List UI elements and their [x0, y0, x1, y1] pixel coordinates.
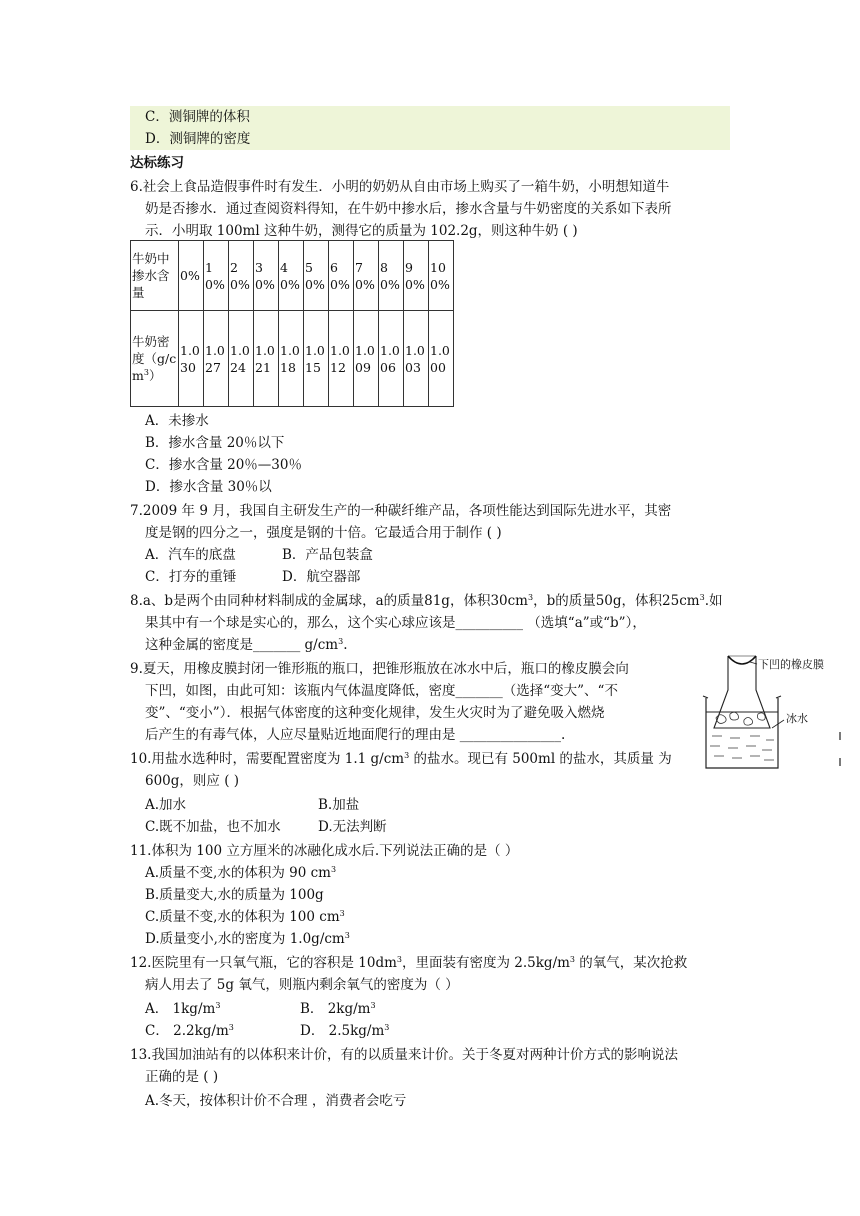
- q6-line-2: 奶是否掺水．通过查阅资料得知，在牛奶中掺水后，掺水含量与牛奶密度的关系如下表所: [145, 201, 672, 217]
- q6-line-3: 示．小明取 100ml 这种牛奶，测得它的质量为 102.2g，则这种牛奶 ( ): [145, 223, 578, 239]
- q9-line-3: 变”、“变小”）．根据气体密度的这种变化规律，发生火灾时为了避免吸入燃烧: [145, 705, 605, 721]
- q11-option-a: A.质量不变,水的体积为 90 $cm^3$: [145, 865, 337, 881]
- q12-option-a: A． $1kg/m^3$: [145, 1001, 221, 1017]
- table-cell: 1.012: [329, 311, 354, 407]
- q12-option-b: B． $2kg/m^3$: [300, 1001, 376, 1017]
- q13-line-2: 正确的是 ( ): [145, 1069, 219, 1085]
- table-cell: 100%: [429, 241, 454, 311]
- flask-in-ice-water-figure: [700, 650, 850, 770]
- table-cell: 1.015: [304, 311, 329, 407]
- table-cell: 1.009: [354, 311, 379, 407]
- q7-option-b: B．产品包装盒: [282, 547, 373, 563]
- membrane-label: 下凹的橡皮膜: [758, 658, 824, 671]
- q10-line-2: 600g，则应 ( ): [145, 773, 240, 789]
- q10-option-c: C.既不加盐，也不加水: [145, 819, 281, 835]
- q12-option-d: D． $2.5kg/m^3$: [300, 1023, 390, 1039]
- milk-density-table: [130, 240, 454, 407]
- q10-option-b: B.加盐: [318, 797, 360, 813]
- q11-option-c: C.质量不变,水的体积为 100 $cm^3$: [145, 909, 345, 925]
- q6-option-d: D．掺水含量 30％以: [145, 479, 272, 495]
- q6-option-b: B．掺水含量 20％以下: [145, 435, 285, 451]
- q11-option-b: B.质量变大,水的质量为 100g: [145, 887, 324, 903]
- table-cell: 1.021: [254, 311, 279, 407]
- table-cell: 20%: [229, 241, 254, 311]
- table-cell: 0%: [179, 241, 204, 311]
- table-cell: 1.018: [279, 311, 304, 407]
- table-header-cell: 牛奶中掺水含量: [131, 241, 179, 311]
- table-cell: 80%: [379, 241, 404, 311]
- table-cell: 1.000: [429, 311, 454, 407]
- table-cell: 30%: [254, 241, 279, 311]
- q7-option-d: D．航空器部: [282, 569, 361, 585]
- option-c-text: C．测铜牌的体积: [145, 109, 250, 125]
- table-cell: 1.027: [204, 311, 229, 407]
- q7-line-2: 度是钢的四分之一，强度是钢的十倍。它最适合用于制作 ( ): [145, 525, 502, 541]
- q10-option-a: A.加水: [145, 797, 187, 813]
- table-cell: 90%: [404, 241, 429, 311]
- q13-option-a: A.冬天，按体积计价不合理 ，消费者会吃亏: [145, 1093, 407, 1109]
- q7-option-a: A．汽车的底盘: [145, 547, 236, 563]
- table-cell: 10%: [204, 241, 229, 311]
- section-title: 达标练习: [130, 155, 184, 171]
- q6-line-1: 6.社会上食品造假事件时有发生．小明的奶奶从自由市场上购买了一箱牛奶，小明想知道牛: [130, 179, 670, 195]
- q9-line-4: 后产生的有毒气体，人应尽量贴近地面爬行的理由是 _______________.: [145, 727, 566, 743]
- table-row-water-content: [131, 241, 454, 311]
- q12-line-2: 病人用去了 5g 氧气，则瓶内剩余氧气的密度为（ ）: [145, 977, 459, 993]
- table-header-cell: 牛奶密度$(g/cm^3)$: [131, 311, 179, 407]
- table-cell: 1.006: [379, 311, 404, 407]
- table-cell: 1.030: [179, 311, 204, 407]
- q11-stem: 11.体积为 100 立方厘米的冰融化成水后.下列说法正确的是（ ）: [130, 843, 519, 859]
- q6-option-c: C．掺水含量 20％—30％: [145, 457, 302, 473]
- table-cell: 1.003: [404, 311, 429, 407]
- table-cell: 1.024: [229, 311, 254, 407]
- q10-option-d: D.无法判断: [318, 819, 387, 835]
- ice-water-label: 冰水: [786, 712, 808, 725]
- q9-line-1: 9.夏天，用橡皮膜封闭一锥形瓶的瓶口，把锥形瓶放在冰水中后，瓶口的橡皮膜会向: [130, 661, 629, 677]
- q7-option-c: C．打夯的重锤: [145, 569, 237, 585]
- table-cell: 70%: [354, 241, 379, 311]
- q13-line-1: 13.我国加油站有的以体积来计价，有的以质量来计价。关于冬夏对两种计价方式的影响说法: [130, 1047, 678, 1063]
- q10-line-1: 10.用盐水选种时，需要配置密度为 1.1 $g/cm^3$ 的盐水。现已有 500ml 的盐水，其质量 为: [130, 751, 672, 767]
- q8-line-3: 这种金属的密度是_______ $g/cm^3$.: [145, 637, 348, 653]
- table-cell: 40%: [279, 241, 304, 311]
- table-cell: 60%: [329, 241, 354, 311]
- option-d-text: D．测铜牌的密度: [145, 131, 251, 147]
- table-row-density: [131, 311, 454, 407]
- q8-line-1: 8.a、b是两个由同种材料制成的金属球，a的质量81g，体积$30cm^3$，b的质量50g，体积$25cm^3$.如: [130, 593, 723, 609]
- q8-line-2: 果其中有一个球是实心的，那么，这个实心球应该是__________ （选填“a”或“b”），: [145, 615, 646, 631]
- table-cell: 50%: [304, 241, 329, 311]
- q12-option-c: C． $2.2kg/m^3$: [145, 1023, 234, 1039]
- q7-line-1: 7.2009 年 9 月，我国自主研发生产的一种碳纤维产品，各项性能达到国际先进水平，其密: [130, 503, 672, 519]
- q11-option-d: D.质量变小,水的密度为 $1.0g/cm^3$: [145, 931, 350, 947]
- q12-line-1: 12.医院里有一只氧气瓶，它的容积是 $10dm^3$，里面装有密度为 $2.5kg/m^3$ 的氧气，某次抢救: [130, 955, 688, 971]
- q6-option-a: A．未掺水: [145, 413, 209, 429]
- q9-line-2: 下凹，如图，由此可知：该瓶内气体温度降低，密度_______（选择“变大”、“不: [145, 683, 618, 699]
